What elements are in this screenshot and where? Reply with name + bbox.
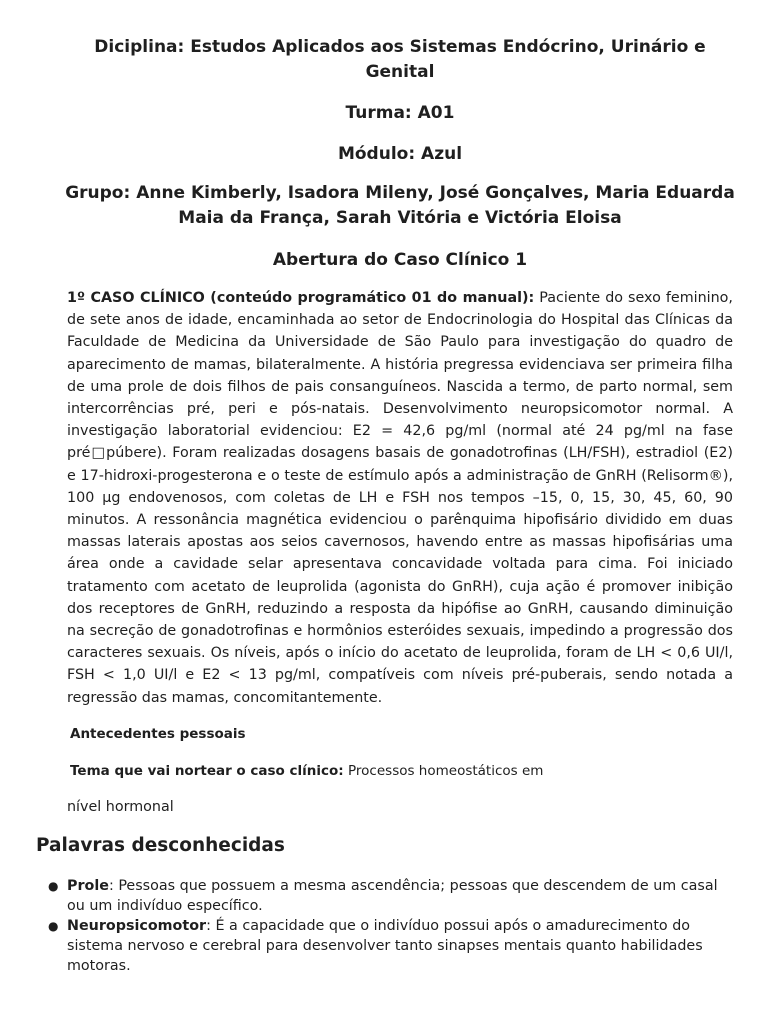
discipline-heading: Diciplina: Estudos Aplicados aos Sistemas Endócrino, Urinário e Genital	[94, 37, 706, 82]
bullet-icon: ●	[48, 879, 59, 893]
personal-history-label: Antecedentes pessoais	[70, 726, 246, 742]
list-item	[48, 876, 728, 916]
word-term: Neuropsicomotor	[67, 918, 207, 934]
list-item	[48, 916, 728, 976]
bullet-icon: ●	[48, 919, 59, 933]
clinical-case-paragraph	[67, 287, 733, 709]
clinical-case-lead: 1º CASO CLÍNICO (conteúdo programático 01 do manual):	[67, 290, 535, 306]
case-opening-heading: Abertura do Caso Clínico 1	[272, 250, 528, 270]
module-heading: Módulo: Azul	[337, 144, 463, 164]
group-heading: Grupo: Anne Kimberly, Isadora Mileny, José Gonçalves, Maria Eduarda Maia da França, Sarah Vitória e Victória Eloisa	[65, 183, 735, 228]
theme-label: Tema que vai nortear o caso clínico:	[70, 763, 344, 779]
word-definition: : Pessoas que possuem a mesma ascendência; pessoas que descendem de um casal ou um indivíduo específico.	[67, 878, 718, 914]
word-definition: : É a capacidade que o indivíduo possui após o amadurecimento do sistema nervoso e cerebral para desenvolver tanto sinapses mentais quanto habilidades motoras.	[67, 918, 703, 974]
unknown-words-heading: Palavras desconhecidas	[36, 835, 285, 856]
theme-line	[70, 763, 543, 779]
theme-value: Processos homeostáticos em	[343, 763, 544, 779]
clinical-case-text: Paciente do sexo feminino, de sete anos de idade, encaminhada ao setor de Endocrinologia do Hospital das Clínicas da Faculdade de Medicina da Universidade de São Paulo para investigação do quadro de aparecimento de mamas, bilateralmente. A história pregressa evidenciava ser primeira filha de uma prole de dois filhos de pais consanguíneos. Nascida a termo, de parto normal, sem intercorrências pré, peri e pós-natais. Desenvolvimento neuropsicomotor normal. A investigação laboratorial evidenciou: E2 = 42,6 pg/ml (normal até 24 pg/ml na fase pré□púbere). Foram realizadas dosagens basais de gonadotrofinas (LH/FSH), estradiol (E2) e 17-hidroxi-progesterona e o teste de estímulo após a administração de GnRH (Relisorm®), 100 µg endovenosos, com coletas de LH e FSH nos tempos –15, 0, 15, 30, 45, 60, 90 minutos. A ressonância magnética evidenciou o parênquima hipofisário dividido em duas massas laterais apostas aos seios cavernosos, havendo entre as massas hipofisárias uma área onde a cavidade selar apresentava concavidade voltada para cima. Foi iniciado tratamento com acetato de leuprolida (agonista do GnRH), cuja ação é promover inibição dos receptores de GnRH, reduzindo a resposta da hipófise ao GnRH, causando diminuição na secreção de gonadotrofinas e hormônios esteróides sexuais, impedindo a progressão dos caracteres sexuais. Os níveis, após o início do acetato de leuprolida, foram de LH < 0,6 UI/l, FSH < 1,0 UI/l e E2 < 13 pg/ml, compatíveis com níveis pré-puberais, sendo notada a regressão das mamas, concomitantemente.	[67, 290, 733, 706]
theme-continuation: nível hormonal	[67, 799, 174, 815]
unknown-words-list	[48, 876, 728, 976]
word-term: Prole	[67, 878, 109, 894]
class-heading: Turma: A01	[345, 103, 455, 123]
